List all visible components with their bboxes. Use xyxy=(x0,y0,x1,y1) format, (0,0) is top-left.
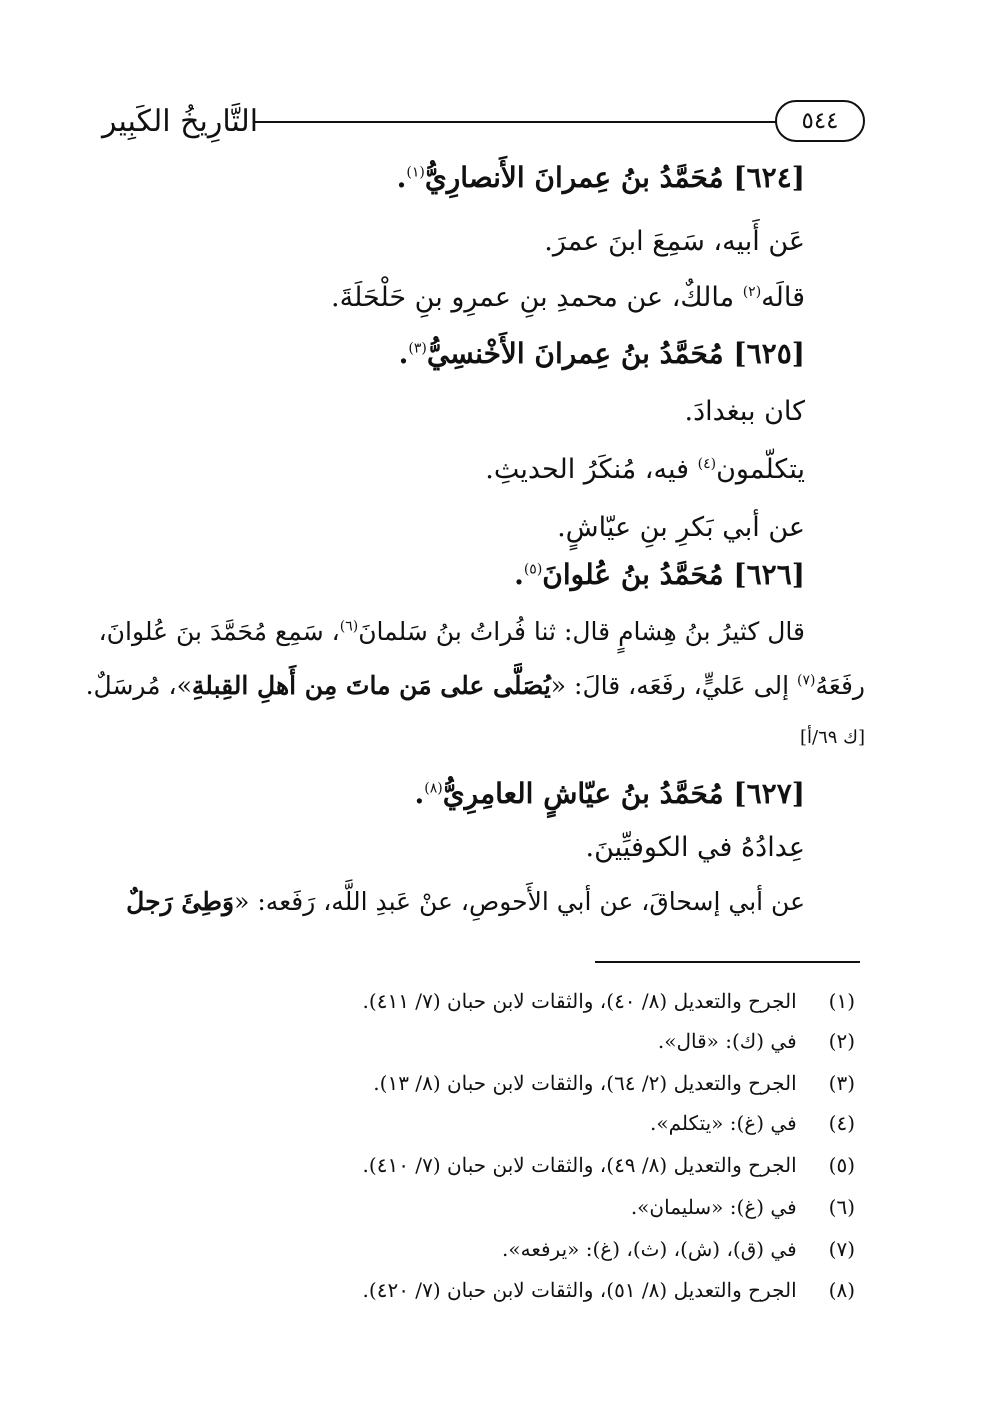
entry-heading-text: [٦٢٥] مُحَمَّدُ بنُ عِمرانَ الأَخْنسِيُّ xyxy=(426,337,805,370)
entry-626-line-1: قال كثيرُ بنُ هِشامٍ قال: ثنا فُراتُ بنُ سَلمانَ$^{(٦)}$، سَمِع مُحَمَّدَ بنَ عُلوانَ، xyxy=(98,617,805,646)
entry-625-heading: [٦٢٥] مُحَمَّدُ بنُ عِمرانَ الأَخْنسِيُّ$^{(٣)}$. xyxy=(398,337,805,370)
footnote-text: في (غ): «سليمان». xyxy=(630,1195,797,1219)
entry-heading-text: [٦٢٤] مُحَمَّدُ بنُ عِمرانَ الأَنصارِيُّ xyxy=(424,161,805,194)
footnote-text: في (غ): «يتكلم». xyxy=(650,1111,797,1135)
footnote-number: (٥) xyxy=(828,1153,855,1177)
footnote-item xyxy=(658,1026,855,1056)
hadith-text-bold: يُصَلَّى على مَن ماتَ مِن أَهلِ القِبلةِ xyxy=(191,671,551,700)
footnote-ref: (٢) xyxy=(742,284,762,300)
page-number-badge xyxy=(775,100,865,142)
entry-625-line-3: عن أبي بَكرِ بنِ عيّاشٍ. xyxy=(557,512,805,543)
footnote-item xyxy=(373,1068,855,1098)
footnote-text: الجرح والتعديل (٨/ ٤٠)، والثقات لابن حبان (٧/ ٤١١). xyxy=(362,989,797,1013)
footnote-ref: (١) xyxy=(406,164,425,181)
footnote-number: (٣) xyxy=(828,1071,855,1095)
footnote-ref: (٧) xyxy=(797,672,816,689)
footnote-separator xyxy=(595,961,860,963)
running-header-title: التَّارِيخُ الكَبِير xyxy=(101,104,259,139)
page-number: ٥٤٤ xyxy=(801,108,839,134)
footnote-ref: (٣) xyxy=(408,340,427,357)
footnote-text: في (ق)، (ش)، (ث)، (غ): «يرفعه». xyxy=(502,1237,797,1261)
footnote-number: (١) xyxy=(828,989,855,1013)
entry-624-line-2: قالَه$^{(٢)}$ مالكٌ، عن محمدِ بنِ عمرِو بنِ حَلْحَلَةَ. xyxy=(331,282,805,313)
entry-624-line-1: عَن أَبيه، سَمِعَ ابنَ عمرَ. xyxy=(544,226,805,257)
header-rule xyxy=(255,121,785,123)
entry-627-heading: [٦٢٧] مُحَمَّدُ بنُ عيّاشٍ العامِرِيُّ$^{(٨)}$. xyxy=(414,777,805,810)
entry-624-heading: [٦٢٤] مُحَمَّدُ بنُ عِمرانَ الأَنصارِيُّ$^{(١)}$. xyxy=(396,161,805,194)
entry-625-line-1: كان ببغدادَ. xyxy=(684,396,805,427)
footnote-number: (٢) xyxy=(828,1029,855,1053)
footnote-item xyxy=(363,1275,855,1305)
entry-627-line-1: عِدادُهُ في الكوفيِّينَ. xyxy=(585,832,805,863)
entry-heading-text: [٦٢٦] مُحَمَّدُ بنُ عُلوانَ xyxy=(542,558,805,591)
footnote-text: الجرح والتعديل (٨/ ٥١)، والثقات لابن حبان (٧/ ٤٢٠). xyxy=(362,1278,797,1302)
entry-626-line-2: رفَعَهُ$^{(٧)}$ إلى عَليٍّ، رفَعَه، قالَ: «يُصَلَّى على مَن ماتَ مِن أَهلِ القِبلةِ»، مُرسَلٌ. xyxy=(85,671,865,700)
footnote-item xyxy=(363,1150,855,1180)
footnote-ref: (٤) xyxy=(697,456,717,472)
footnote-number: (٤) xyxy=(828,1111,855,1135)
footnote-number: (٨) xyxy=(828,1278,855,1302)
entry-heading-text: [٦٢٧] مُحَمَّدُ بنُ عيّاشٍ العامِرِيُّ xyxy=(442,777,805,810)
footnote-item xyxy=(650,1108,855,1138)
footnote-number: (٦) xyxy=(828,1195,855,1219)
footnote-item xyxy=(502,1234,855,1264)
footnote-text: في (ك): «قال». xyxy=(657,1029,797,1053)
footnote-ref: (٨) xyxy=(424,780,443,797)
footnote-text: الجرح والتعديل (٨/ ٤٩)، والثقات لابن حبان (٧/ ٤١٠). xyxy=(362,1153,797,1177)
footnote-ref: (٥) xyxy=(523,561,543,578)
entry-627-line-2: عن أبي إسحاقَ، عن أبي الأَحوصِ، عنْ عَبدِ اللَّه، رَفَعه: «وَطِئَ رَجلٌ xyxy=(126,887,805,916)
footnote-number: (٧) xyxy=(828,1237,855,1261)
entry-626-heading: [٦٢٦] مُحَمَّدُ بنُ عُلوانَ$^{(٥)}$. xyxy=(514,558,805,591)
hadith-text-bold: وَطِئَ رَجلٌ xyxy=(126,887,235,916)
footnote-item xyxy=(363,986,855,1016)
entry-625-line-2: يتكلّمون$^{(٤)}$ فيه، مُنكَرُ الحديثِ. xyxy=(485,454,805,485)
footnote-ref: (٦) xyxy=(339,618,359,635)
manuscript-folio-marker: [ك ٦٩/أ] xyxy=(799,727,865,748)
footnote-item xyxy=(631,1192,855,1222)
footnote-text: الجرح والتعديل (٢/ ٦٤)، والثقات لابن حبان (٨/ ١٣). xyxy=(373,1071,797,1095)
